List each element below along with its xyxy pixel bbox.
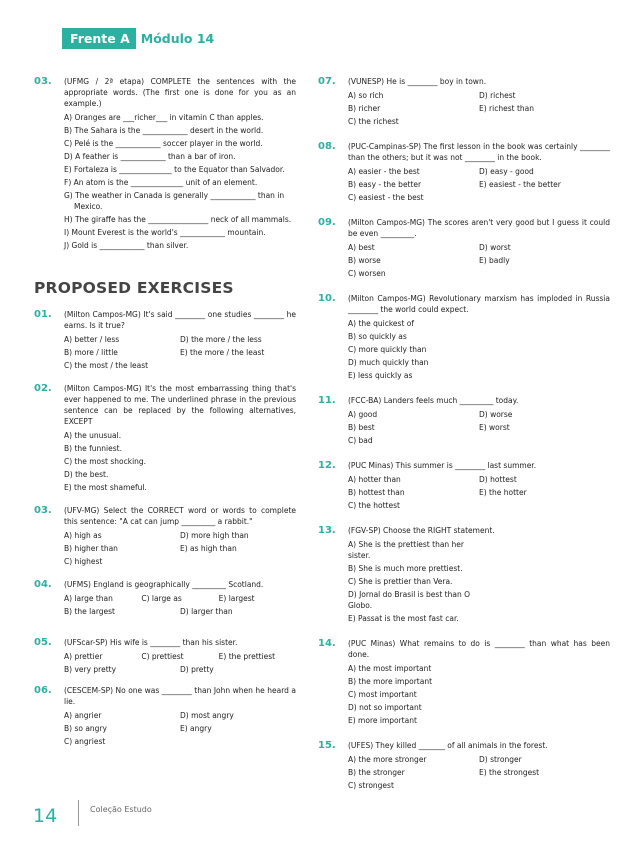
question-number: 02. bbox=[34, 383, 52, 394]
option-row bbox=[348, 589, 610, 611]
question-stem: (FGV-SP) Choose the RIGHT statement. bbox=[348, 526, 495, 535]
answer-option: B) the largest bbox=[64, 607, 116, 616]
question-number: 10. bbox=[318, 293, 336, 304]
option-row bbox=[348, 357, 610, 368]
answer-option: E) as high than bbox=[180, 544, 237, 553]
option-row bbox=[348, 435, 610, 446]
answer-option: B) hottest than bbox=[348, 488, 405, 497]
question-stem: (UFES) They killed _______ of all animals in the forest. bbox=[348, 741, 548, 750]
question-number: 08. bbox=[318, 141, 336, 152]
completion-item: D) A feather is ____________ than a bar of iron. bbox=[64, 152, 236, 161]
option-row bbox=[348, 255, 610, 266]
question-number: 12. bbox=[318, 460, 336, 471]
answer-option: E) badly bbox=[479, 256, 510, 265]
answer-option: B) the stronger bbox=[348, 768, 405, 777]
answer-option: B) the funniest. bbox=[64, 444, 122, 453]
completion-item: J) Gold is ____________ than silver. bbox=[64, 241, 189, 250]
option-row bbox=[348, 192, 610, 203]
answer-option: C) highest bbox=[64, 557, 103, 566]
answer-option: B) worse bbox=[348, 256, 381, 265]
option-row bbox=[348, 563, 610, 574]
question-number: 15. bbox=[318, 740, 336, 751]
answer-option: C) bad bbox=[348, 436, 373, 445]
question-number: 14. bbox=[318, 638, 336, 649]
answer-option: B) richer bbox=[348, 104, 381, 113]
option-row bbox=[64, 530, 296, 541]
option-row bbox=[64, 723, 296, 734]
option-row bbox=[348, 715, 610, 726]
answer-option: C) large as bbox=[141, 594, 182, 603]
question-stem: (UFMG / 2ª etapa) COMPLETE the sentences with the appropriate words. (The first one is done for you as an example.) bbox=[64, 77, 296, 108]
answer-option: D) the more / the less bbox=[180, 335, 262, 344]
option-row bbox=[348, 487, 610, 498]
option-row bbox=[348, 613, 610, 624]
answer-option: C) the most / the least bbox=[64, 361, 149, 370]
question-stem: (UFMS) England is geographically _________ Scotland. bbox=[64, 580, 264, 589]
option-row bbox=[348, 539, 610, 561]
answer-option: A) so rich bbox=[348, 91, 384, 100]
answer-option: D) much quickly than bbox=[348, 358, 429, 367]
option-row bbox=[348, 767, 610, 778]
question bbox=[34, 309, 296, 371]
option-row bbox=[64, 347, 296, 358]
answer-option: A) hotter than bbox=[348, 475, 401, 484]
answer-option: D) easy - good bbox=[479, 167, 534, 176]
answer-option: D) larger than bbox=[180, 607, 233, 616]
option-row bbox=[348, 689, 610, 700]
question-stem: (PUC-Campinas-SP) The first lesson in the book was certainly ________ than the others; but it was not ________ in the book. bbox=[348, 142, 610, 162]
completion-item: F) An atom is the ______________ unit of an element. bbox=[64, 178, 258, 187]
answer-option: E) less quickly as bbox=[348, 371, 413, 380]
answer-option: D) Jornal do Brasil is best than O Globo. bbox=[348, 590, 470, 610]
option-row bbox=[348, 663, 610, 674]
question-number: 11. bbox=[318, 395, 336, 406]
question bbox=[318, 638, 610, 726]
completion-item: E) Fortaleza is ______________ to the Equator than Salvador. bbox=[64, 165, 285, 174]
answer-option: A) the most important bbox=[348, 664, 432, 673]
question bbox=[34, 505, 296, 567]
answer-option: E) richest than bbox=[479, 104, 534, 113]
question bbox=[34, 685, 296, 747]
answer-option: C) worsen bbox=[348, 269, 386, 278]
question bbox=[318, 293, 610, 381]
answer-option: C) strongest bbox=[348, 781, 394, 790]
answer-option: A) prettier bbox=[64, 652, 103, 661]
question bbox=[318, 525, 610, 624]
option-row bbox=[64, 606, 296, 617]
question-stem: (Milton Campos-MG) The scores aren't very good but I guess it could be even _________. bbox=[348, 218, 610, 238]
option-row bbox=[348, 409, 610, 420]
question-stem: (Milton Campos-MG) It's said ________ one studies ________ he earns. Is it true? bbox=[64, 310, 296, 330]
option-row bbox=[64, 443, 296, 454]
answer-option: C) prettiest bbox=[141, 652, 184, 661]
answer-option: B) easy - the better bbox=[348, 180, 422, 189]
question-number: 05. bbox=[34, 637, 52, 648]
question-number: 03. bbox=[34, 505, 52, 516]
right-column bbox=[318, 76, 610, 799]
question-stem: (PUC Minas) This summer is ________ last summer. bbox=[348, 461, 537, 470]
option-row bbox=[348, 268, 610, 279]
answer-option: B) so quickly as bbox=[348, 332, 407, 341]
answer-option: E) largest bbox=[218, 594, 255, 603]
option-row bbox=[348, 344, 610, 355]
answer-option: A) She is the prettiest than her sister. bbox=[348, 540, 465, 560]
answer-option: C) most important bbox=[348, 690, 417, 699]
frente-label: Frente A bbox=[62, 28, 136, 49]
completion-item: I) Mount Everest is the world's ____________ mountain. bbox=[64, 228, 266, 237]
answer-option: E) more important bbox=[348, 716, 417, 725]
answer-option: C) the hottest bbox=[348, 501, 400, 510]
question bbox=[34, 579, 296, 617]
answer-option: C) angriest bbox=[64, 737, 106, 746]
completion-item: H) The giraffe has the ________________ neck of all mammals. bbox=[64, 215, 292, 224]
answer-option: A) the quickest of bbox=[348, 319, 415, 328]
question bbox=[34, 637, 296, 675]
answer-option: B) the more important bbox=[348, 677, 433, 686]
answer-option: E) the prettiest bbox=[218, 652, 276, 661]
question-stem: (PUC Minas) What remains to do is ________ than what has been done. bbox=[348, 639, 610, 659]
answer-option: E) easiest - the better bbox=[479, 180, 561, 189]
answer-option: D) the best. bbox=[64, 470, 109, 479]
answer-option: A) best bbox=[348, 243, 375, 252]
question-number: 13. bbox=[318, 525, 336, 536]
option-row bbox=[64, 651, 296, 662]
answer-option: E) the more / the least bbox=[180, 348, 265, 357]
question-number: 09. bbox=[318, 217, 336, 228]
answer-option: A) the more stronger bbox=[348, 755, 427, 764]
option-row bbox=[348, 422, 610, 433]
answer-option: E) the hotter bbox=[479, 488, 527, 497]
option-row bbox=[64, 543, 296, 554]
answer-option: D) most angry bbox=[180, 711, 234, 720]
answer-option: A) easier - the best bbox=[348, 167, 420, 176]
answer-option: D) worse bbox=[479, 410, 513, 419]
completion-item: G) The weather in Canada is generally ____________ than in Mexico. bbox=[64, 191, 285, 211]
answer-option: D) richest bbox=[479, 91, 516, 100]
answer-option: E) the strongest bbox=[479, 768, 540, 777]
question-stem: (FCC-BA) Landers feels much _________ today. bbox=[348, 396, 519, 405]
option-row bbox=[348, 676, 610, 687]
option-row bbox=[348, 90, 610, 101]
option-row bbox=[348, 754, 610, 765]
answer-option: C) easiest - the best bbox=[348, 193, 424, 202]
question-stem: (UFV-MG) Select the CORRECT word or words to complete this sentence: "A cat can jump _________ a rabbit." bbox=[64, 506, 296, 526]
question-stem: (Milton Campos-MG) Revolutionary marxism has imploded in Russia ________ the world could expect. bbox=[348, 294, 610, 314]
option-row bbox=[348, 780, 610, 791]
answer-option: B) She is much more prettiest. bbox=[348, 564, 463, 573]
answer-option: D) more high than bbox=[180, 531, 249, 540]
option-row bbox=[64, 593, 296, 604]
answer-option: B) very pretty bbox=[64, 665, 117, 674]
option-row bbox=[348, 331, 610, 342]
answer-option: B) higher than bbox=[64, 544, 118, 553]
answer-option: A) better / less bbox=[64, 335, 120, 344]
option-row bbox=[348, 318, 610, 329]
question-number: 03. bbox=[34, 76, 52, 87]
answer-option: B) more / little bbox=[64, 348, 118, 357]
question-number: 01. bbox=[34, 309, 52, 320]
option-row bbox=[64, 482, 296, 493]
option-row bbox=[348, 500, 610, 511]
option-row bbox=[64, 556, 296, 567]
question bbox=[318, 76, 610, 127]
completion-item: B) The Sahara is the ____________ desert in the world. bbox=[64, 126, 264, 135]
left-column bbox=[34, 76, 296, 755]
question-number: 06. bbox=[34, 685, 52, 696]
completion-item: A) Oranges are ___richer___ in vitamin C than apples. bbox=[64, 113, 264, 122]
answer-option: D) pretty bbox=[180, 665, 214, 674]
answer-option: B) best bbox=[348, 423, 375, 432]
left-question-list bbox=[34, 309, 296, 747]
answer-option: E) angry bbox=[180, 724, 212, 733]
option-row bbox=[64, 710, 296, 721]
right-question-list bbox=[318, 76, 610, 791]
answer-option: C) the richest bbox=[348, 117, 399, 126]
answer-option: C) the most shocking. bbox=[64, 457, 147, 466]
answer-option: D) not so important bbox=[348, 703, 422, 712]
question-stem: (Milton Campos-MG) It's the most embarrassing thing that's ever happened to me. The underlined phrase in the previous sentence can be replaced by the following alternatives, EXCEPT bbox=[64, 384, 296, 426]
question-number: 07. bbox=[318, 76, 336, 87]
option-row bbox=[64, 664, 296, 675]
option-row bbox=[348, 103, 610, 114]
module-header bbox=[62, 28, 217, 49]
option-row bbox=[64, 430, 296, 441]
answer-option: D) worst bbox=[479, 243, 511, 252]
question bbox=[318, 395, 610, 446]
answer-option: D) hottest bbox=[479, 475, 517, 484]
option-row bbox=[348, 179, 610, 190]
answer-option: E) worst bbox=[479, 423, 510, 432]
option-row bbox=[64, 456, 296, 467]
completion-items bbox=[64, 112, 296, 251]
question-number: 04. bbox=[34, 579, 52, 590]
completion-item: C) Pelé is the ____________ soccer player in the world. bbox=[64, 139, 263, 148]
question bbox=[318, 217, 610, 279]
answer-option: A) good bbox=[348, 410, 378, 419]
question bbox=[318, 740, 610, 791]
option-row bbox=[348, 576, 610, 587]
answer-option: A) angrier bbox=[64, 711, 102, 720]
answer-option: A) the unusual. bbox=[64, 431, 122, 440]
answer-option: E) Passat is the most fast car. bbox=[348, 614, 459, 623]
option-row bbox=[348, 242, 610, 253]
collection-name: Coleção Estudo bbox=[90, 805, 152, 814]
question bbox=[34, 383, 296, 493]
section-title: PROPOSED EXERCISES bbox=[34, 279, 234, 297]
option-row bbox=[348, 116, 610, 127]
question bbox=[318, 460, 610, 511]
option-row bbox=[64, 334, 296, 345]
option-row bbox=[348, 166, 610, 177]
answer-option: B) so angry bbox=[64, 724, 107, 733]
question-stem: (UFScar-SP) His wife is ________ than his sister. bbox=[64, 638, 238, 647]
option-row bbox=[64, 736, 296, 747]
option-row bbox=[348, 370, 610, 381]
option-row bbox=[64, 360, 296, 371]
option-row bbox=[348, 474, 610, 485]
answer-option: A) large than bbox=[64, 594, 113, 603]
option-row bbox=[64, 469, 296, 480]
page-number: 14 bbox=[33, 805, 58, 827]
footer-divider bbox=[78, 800, 79, 826]
answer-option: D) stronger bbox=[479, 755, 522, 764]
option-row bbox=[348, 702, 610, 713]
question-stem: (CESCEM-SP) No one was ________ than John when he heard a lie. bbox=[64, 686, 296, 706]
answer-option: E) the most shameful. bbox=[64, 483, 147, 492]
modulo-label: Módulo 14 bbox=[140, 31, 215, 46]
answer-option: A) high as bbox=[64, 531, 102, 540]
question bbox=[318, 141, 610, 203]
question-left-top bbox=[34, 76, 296, 251]
answer-option: C) more quickly than bbox=[348, 345, 427, 354]
question-stem: (VUNESP) He is ________ boy in town. bbox=[348, 77, 487, 86]
answer-option: C) She is prettier than Vera. bbox=[348, 577, 453, 586]
